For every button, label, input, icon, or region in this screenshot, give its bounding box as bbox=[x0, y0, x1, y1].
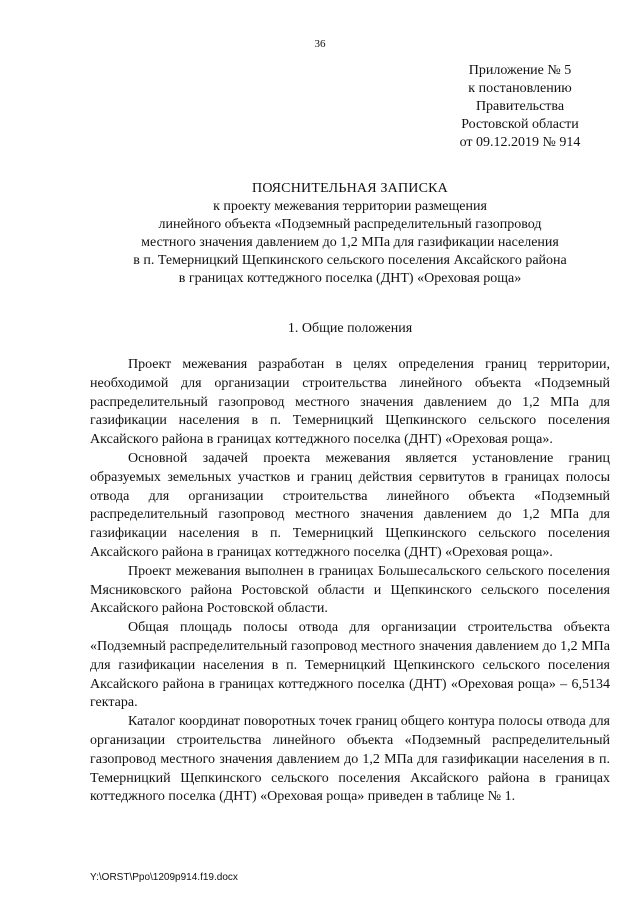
document-title bbox=[80, 180, 620, 288]
page-number: 36 bbox=[314, 38, 326, 50]
appendix-line: к постановлению bbox=[468, 81, 572, 96]
appendix-line: Правительства bbox=[475, 99, 565, 114]
paragraph: Основной задачей проекта межевания является установление границ образуемых земельных участков и границ действия сервитутов в границах полосы отвода для организации строительства линейного объекта «Подземный распределительный газопровод местного значения давлением до 1,2 МПа для газификации населения в п. Темерницкий Щепкинского сельского поселения Аксайского района в границах коттеджного поселка (ДНТ) «Ореховая роща». bbox=[90, 450, 610, 560]
paragraph: Каталог координат поворотных точек границ общего контура полосы отвода для организации строительства линейного объекта «Подземный распределительный газопровод местного значения давлением до 1,2 МПа для газификации населения в п. Темерницкий Щепкинского сельского поселения Аксайского района в границах коттеджного поселка (ДНТ) «Ореховая роща» приведен в таблице № 1. bbox=[90, 714, 610, 805]
body-text bbox=[90, 356, 610, 807]
title-line: местного значения давлением до 1,2 МПа для газификации населения bbox=[141, 235, 559, 250]
paragraph: Проект межевания разработан в целях определения границ территории, необходимой для организации строительства линейного объекта «Подземный распределительный газопровод местного значения давлением до 1,2 МПа для газификации населения в п. Темерницкий Щепкинского сельского поселения Аксайского района в границах коттеджного поселка (ДНТ) «Ореховая роща». bbox=[90, 357, 610, 448]
section-heading: 1. Общие положения bbox=[287, 321, 413, 336]
title-line: к проекту межевания территории размещения bbox=[213, 199, 487, 214]
appendix-line: Приложение № 5 bbox=[468, 63, 572, 78]
title-heading: ПОЯСНИТЕЛЬНАЯ ЗАПИСКА bbox=[252, 181, 448, 196]
paragraph: Проект межевания выполнен в границах Большесальского сельского поселения Мясниковского района Ростовской области и Щепкинского сельского поселения Аксайского района Ростовской области. bbox=[90, 563, 610, 617]
title-line: в границах коттеджного поселка (ДНТ) «Ореховая роща» bbox=[178, 271, 522, 286]
title-line: в п. Темерницкий Щепкинского сельского поселения Аксайского района bbox=[133, 253, 567, 268]
title-line: линейного объекта «Подземный распределительный газопровод bbox=[158, 217, 542, 232]
appendix-reference bbox=[445, 62, 595, 152]
appendix-line: от 09.12.2019 № 914 bbox=[459, 135, 581, 150]
appendix-line: Ростовской области bbox=[461, 117, 579, 132]
paragraph: Общая площадь полосы отвода для организации строительства объекта «Подземный распределительный газопровод местного значения давлением до 1,2 МПа для газификации населения в п. Темерницкий Щепкинского сельского поселения Аксайского района в границах коттеджного поселка (ДНТ) «Ореховая роща» – 6,5134 гектара. bbox=[90, 620, 610, 711]
footer-file-path: Y:\ORST\Ppo\1209p914.f19.docx bbox=[90, 872, 238, 883]
